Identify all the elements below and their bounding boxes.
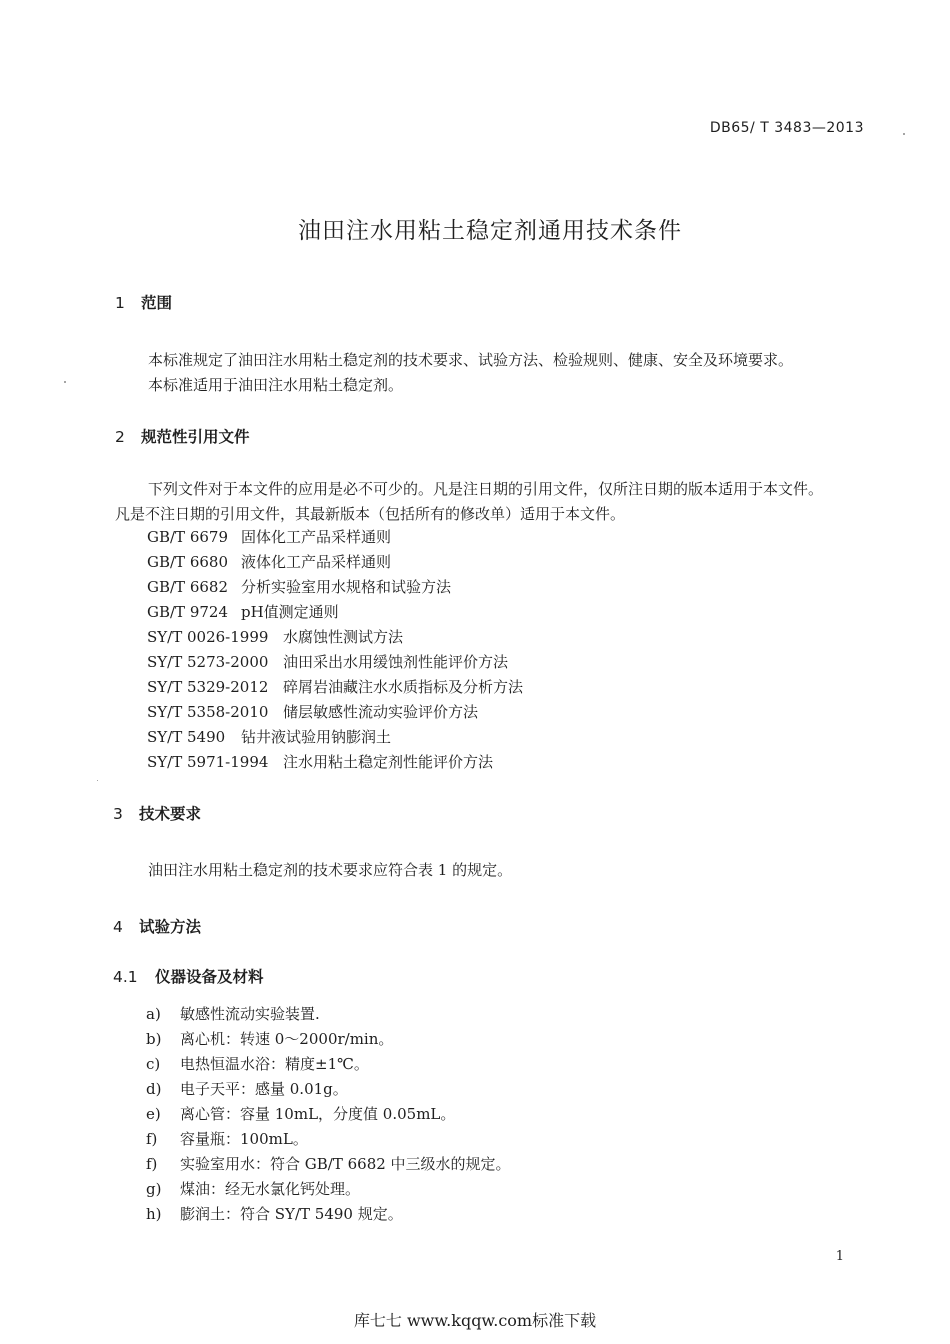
- scan-speck: [97, 780, 98, 781]
- list-item-mark: b): [146, 1030, 162, 1048]
- section-4-heading: [113, 915, 201, 937]
- reference-item: [147, 551, 391, 572]
- subsection-4-1-number: 4.1: [113, 968, 138, 986]
- reference-item: [147, 751, 493, 772]
- list-item: [146, 1128, 308, 1149]
- scan-speck: [903, 133, 905, 135]
- reference-code: SY/T 5971-1994: [147, 753, 269, 771]
- reference-code: SY/T 5329-2012: [147, 678, 269, 696]
- section-2-intro: 下列文件对于本文件的应用是必不可少的。凡是注日期的引用文件，仅所注日期的版本适用于本文件。凡是不注日期的引用文件，其最新版本（包括所有的修改单）适用于本文件。: [115, 480, 824, 523]
- list-item-text: 电热恒温水浴：精度±1℃。: [180, 1055, 369, 1073]
- section-1-heading: [115, 291, 172, 313]
- scan-speck: [64, 381, 66, 383]
- reference-name: pH值测定通则: [241, 603, 339, 621]
- reference-code: GB/T 6679: [147, 528, 229, 546]
- list-item: [146, 1178, 360, 1199]
- list-item: [146, 1028, 393, 1049]
- section-4-number: 4: [113, 918, 123, 936]
- list-item: [146, 1103, 455, 1124]
- footer-watermark: 库七七 www.kqqw.com标准下载: [353, 1311, 597, 1330]
- list-item-text: 敏感性流动实验装置.: [180, 1005, 320, 1023]
- reference-item: [147, 726, 391, 747]
- section-1-paragraph: 本标准适用于油田注水用粘土稳定剂。: [148, 376, 404, 394]
- section-3-paragraph: 油田注水用粘土稳定剂的技术要求应符合表 1 的规定。: [148, 861, 513, 879]
- reference-code: SY/T 5358-2010: [147, 703, 269, 721]
- list-item-text: 煤油：经无水氯化钙处理。: [180, 1180, 361, 1198]
- document-title: 油田注水用粘土稳定剂通用技术条件: [298, 218, 682, 244]
- section-3-number: 3: [113, 805, 123, 823]
- list-item-text: 容量瓶：100mL。: [180, 1130, 308, 1148]
- reference-name: 水腐蚀性测试方法: [283, 628, 404, 646]
- reference-name: 钻井液试验用钠膨润土: [241, 728, 392, 746]
- reference-name: 油田采出水用缓蚀剂性能评价方法: [283, 653, 509, 671]
- list-item-mark: c): [146, 1055, 161, 1073]
- list-item-text: 电子天平：感量 0.01g。: [180, 1080, 348, 1098]
- reference-code: GB/T 9724: [147, 603, 229, 621]
- list-item-mark: f): [146, 1155, 158, 1173]
- reference-item: [147, 626, 403, 647]
- reference-name: 注水用粘土稳定剂性能评价方法: [283, 753, 494, 771]
- reference-item: [147, 526, 391, 547]
- reference-item: [147, 676, 523, 697]
- reference-code: GB/T 6680: [147, 553, 229, 571]
- reference-name: 碎屑岩油藏注水水质指标及分析方法: [283, 678, 524, 696]
- subsection-4-1-title: 仪器设备及材料: [155, 968, 264, 986]
- reference-code: SY/T 5490: [147, 728, 226, 746]
- reference-item: [147, 651, 508, 672]
- section-2-heading: [115, 425, 250, 447]
- list-item-text: 膨润土：符合 SY/T 5490 规定。: [180, 1205, 403, 1223]
- standard-code: DB65/ T 3483—2013: [709, 120, 864, 136]
- list-item-mark: h): [146, 1205, 162, 1223]
- reference-code: GB/T 6682: [147, 578, 229, 596]
- list-item-mark: a): [146, 1005, 161, 1023]
- page-number: 1: [835, 1249, 844, 1264]
- list-item: [146, 1153, 511, 1174]
- reference-name: 分析实验室用水规格和试验方法: [241, 578, 452, 596]
- list-item-text: 离心机：转速 0～2000r/min。: [180, 1030, 394, 1048]
- section-1-paragraph: 本标准规定了油田注水用粘土稳定剂的技术要求、试验方法、检验规则、健康、安全及环境要求。: [148, 351, 794, 369]
- section-3-title: 技术要求: [139, 805, 202, 823]
- subsection-4-1-heading: [113, 965, 264, 987]
- section-1-title: 范围: [141, 294, 173, 312]
- reference-item: [147, 701, 478, 722]
- reference-code: SY/T 0026-1999: [147, 628, 269, 646]
- reference-name: 液体化工产品采样通则: [241, 553, 392, 571]
- list-item: [146, 1053, 369, 1074]
- list-item-mark: d): [146, 1080, 162, 1098]
- section-1-number: 1: [115, 294, 125, 312]
- section-4-title: 试验方法: [139, 918, 202, 936]
- list-item-mark: f): [146, 1130, 158, 1148]
- list-item: [146, 1203, 403, 1224]
- reference-item: [147, 576, 451, 597]
- reference-name: 固体化工产品采样通则: [241, 528, 392, 546]
- section-2-title: 规范性引用文件: [141, 428, 250, 446]
- list-item-text: 实验室用水：符合 GB/T 6682 中三级水的规定。: [180, 1155, 511, 1173]
- list-item: [146, 1003, 320, 1024]
- reference-name: 储层敏感性流动实验评价方法: [283, 703, 479, 721]
- list-item-mark: e): [146, 1105, 161, 1123]
- list-item-mark: g): [146, 1180, 162, 1198]
- reference-code: SY/T 5273-2000: [147, 653, 269, 671]
- reference-item: [147, 601, 339, 622]
- section-2-number: 2: [115, 428, 125, 446]
- section-3-heading: [113, 802, 201, 824]
- list-item: [146, 1078, 348, 1099]
- list-item-text: 离心管：容量 10mL，分度值 0.05mL。: [180, 1105, 456, 1123]
